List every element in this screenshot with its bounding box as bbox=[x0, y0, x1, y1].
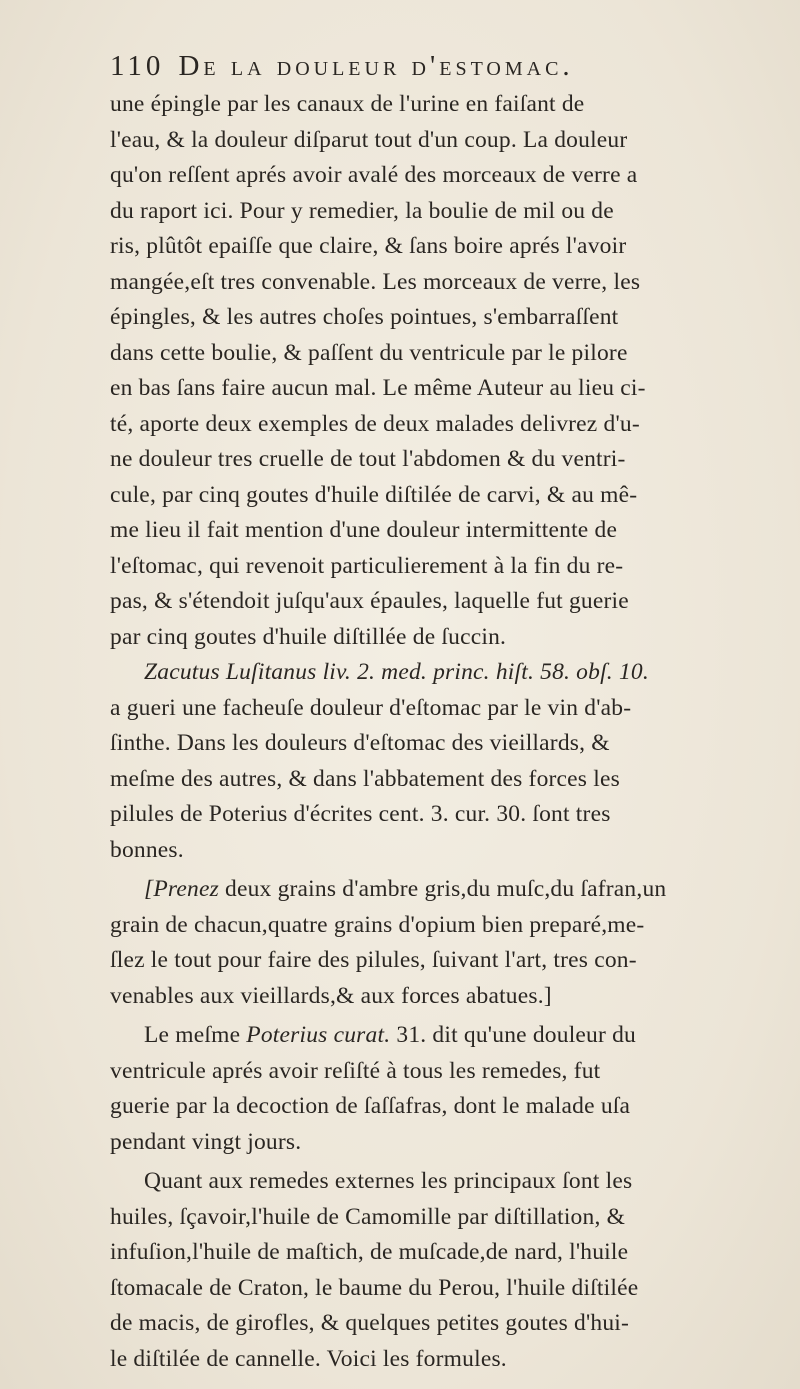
text-span: Le meſme bbox=[144, 1022, 247, 1048]
text-line: ne douleur tres cruelle de tout l'abdomen & du ventri- bbox=[110, 446, 626, 472]
recipe-paragraph bbox=[110, 872, 764, 1014]
text-line: grain de chacun,quatre grains d'opium bien preparé,me- bbox=[110, 911, 645, 938]
text-line: guerie par la decoction de ſaſſafras, dont le malade uſa bbox=[110, 1093, 631, 1119]
text-line: infuſion,l'huile de maſtich, de muſcade,de nard, l'huile bbox=[110, 1239, 629, 1265]
text-line: bonnes. bbox=[110, 836, 184, 863]
text-line: mangée,eſt tres convenable. Les morceaux de verre, les bbox=[110, 268, 641, 295]
text-line: Quant aux remedes externes les principaux ſont les bbox=[144, 1168, 633, 1194]
text-line: meſme des autres, & dans l'abbatement des forces les bbox=[110, 765, 620, 792]
recipe-lead: [Prenez bbox=[144, 876, 219, 902]
text-line: huiles, ſçavoir,l'huile de Camomille par diſtillation, & bbox=[110, 1203, 626, 1230]
text-line bbox=[110, 1018, 764, 1054]
text-line: pilules de Poterius d'écrites cent. 3. cur. 30. ſont tres bbox=[110, 801, 611, 827]
running-header bbox=[110, 50, 764, 83]
text-line: du raport ici. Pour y remedier, la boulie de mil ou de bbox=[110, 197, 614, 224]
text-line: ſlez le tout pour faire des pilules, ſuivant l'art, tres con- bbox=[110, 947, 637, 973]
paragraph-4 bbox=[110, 1164, 764, 1377]
text-line: ſtomacale de Craton, le baume du Perou, l'huile diſtilée bbox=[110, 1274, 639, 1301]
text-span: 31. dit qu'une douleur du bbox=[390, 1022, 637, 1048]
text-line: ſinthe. Dans les douleurs d'eſtomac des vieillards, & bbox=[110, 730, 610, 756]
text-line: ventricule aprés avoir reſiſté à tous les remedes, fut bbox=[110, 1057, 601, 1084]
text-line: venables aux vieillards,& aux forces abatues.] bbox=[110, 982, 552, 1009]
text-line bbox=[110, 872, 764, 908]
text-line: l'eſtomac, qui revenoit particulierement à la fin du re- bbox=[110, 552, 624, 579]
citation-line: Zacutus Luſitanus liv. 2. med. princ. hiſt. 58. obſ. 10. bbox=[144, 659, 649, 685]
citation: Poterius curat. bbox=[246, 1022, 391, 1048]
text-line: qu'on reſſent aprés avoir avalé des morceaux de verre a bbox=[110, 162, 638, 188]
text-line: une épingle par les canaux de l'urine en faiſant de bbox=[110, 91, 585, 117]
text-line: cule, par cinq goutes d'huile diſtilée de carvi, & au mê- bbox=[110, 481, 638, 508]
recipe-text: deux grains d'ambre gris,du muſc,du ſafran,un bbox=[218, 876, 667, 902]
running-title: De la douleur d'estomac. bbox=[178, 50, 574, 82]
text-line: té, aporte deux exemples de deux malades delivrez d'u- bbox=[110, 410, 640, 437]
text-line: me lieu il fait mention d'une douleur intermittente de bbox=[110, 517, 618, 543]
text-line: en bas ſans faire aucun mal. Le même Auteur au lieu ci- bbox=[110, 375, 646, 401]
paragraph-3 bbox=[110, 1018, 764, 1160]
text-line: pendant vingt jours. bbox=[110, 1128, 302, 1155]
text-line: épingles, & les autres choſes pointues, s'embarraſſent bbox=[110, 304, 619, 330]
text-line: par cinq goutes d'huile diſtillée de ſuccin. bbox=[110, 623, 507, 650]
text-line: le diſtilée de cannelle. Voici les formules. bbox=[110, 1345, 507, 1372]
text-line: ris, plûtôt epaiſſe que claire, & ſans boire aprés l'avoir bbox=[110, 233, 627, 259]
page-number: 110 bbox=[110, 50, 165, 82]
text-line: de macis, de girofles, & quelques petites goutes d'hui- bbox=[110, 1310, 630, 1336]
text-line: pas, & s'étendoit juſqu'aux épaules, laquelle fut guerie bbox=[110, 588, 629, 614]
paragraph-2 bbox=[110, 655, 764, 868]
paragraph-1 bbox=[110, 87, 764, 655]
text-line: dans cette boulie, & paſſent du ventricule par le pilore bbox=[110, 339, 628, 366]
text-line: a gueri une facheuſe douleur d'eſtomac par le vin d'ab- bbox=[110, 694, 632, 721]
text-line: l'eau, & la douleur diſparut tout d'un coup. La douleur bbox=[110, 126, 628, 153]
